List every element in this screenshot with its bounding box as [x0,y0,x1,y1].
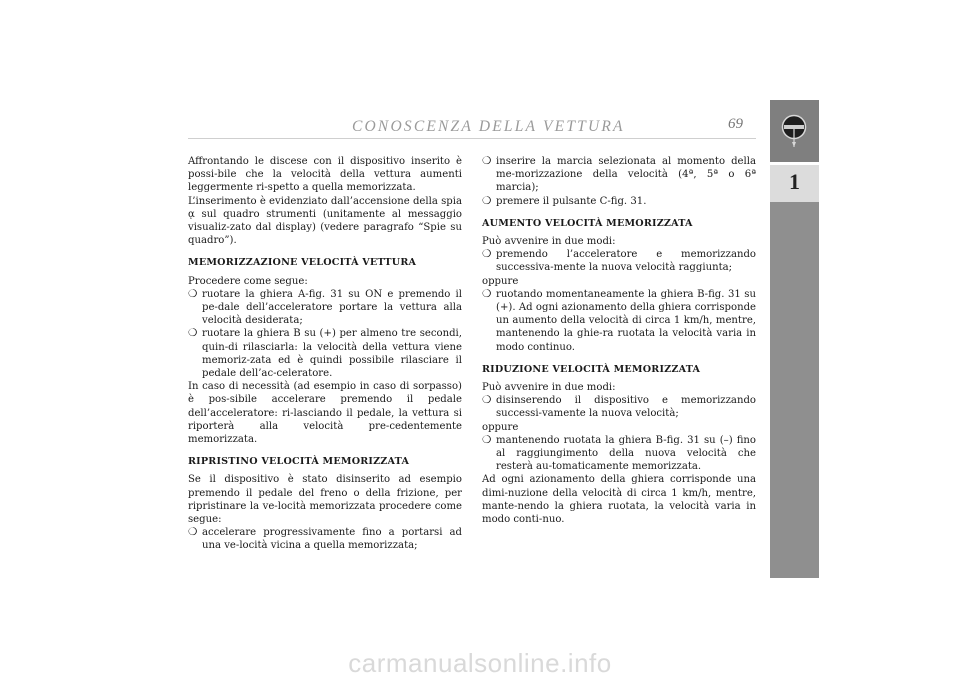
paragraph: oppure [482,421,519,433]
bullet-icon: ❍ [482,194,492,207]
chapter-side-tab [770,100,819,578]
bullet-icon: ❍ [188,526,198,539]
bullet-text: ruotando momentaneamente la ghiera B-fig. 31 su (+). Ad ogni azionamento della ghiera corrisponde un aumento della velocità di circa 1 km/h, mentre, mantenendo la ghie-ra ruotata la velocità varia in modo continuo. [496,288,756,353]
bullet-text: ruotare la ghiera A-fig. 31 su ON e premendo il pe-dale dell’acceleratore portare la vettura alla velocità desiderata; [202,288,462,327]
section-heading: AUMENTO VELOCITÀ MEMORIZZATA [482,217,693,229]
left-column [188,155,462,553]
bullet-text: mantenendo ruotata la ghiera B-fig. 31 su (–) fino al raggiungimento della nuova velocità che resterà au-tomaticamente memorizzata. [496,434,756,473]
bullet-item [482,288,756,354]
right-column [482,155,756,526]
paragraph: Se il dispositivo è stato disinserito ad esempio premendo il pedale del freno o della frizione, per ripristinare la ve-locità memorizzata procedere come segue: [188,474,462,526]
bullet-text: inserire la marcia selezionata al momento della me-morizzazione della velocità (4ª, 5ª o 6ª marcia); [496,156,756,194]
paragraph-text: sul quadro strumenti (unitamente al messaggio visualiz-zato dal display) (vedere paragrafo “Spie su quadro”). [188,208,462,247]
bullet-item [482,394,756,420]
section-heading: MEMORIZZAZIONE VELOCITÀ VETTURA [188,257,417,269]
bullet-item [188,526,462,552]
paragraph: Procedere come segue: [188,275,308,287]
chapter-number: 1 [789,169,800,194]
paragraph: In caso di necessità (ad esempio in caso di sorpasso) è pos-sibile accelerare premendo il pedale dell’acceleratore: ri-lasciando il pedale, la vettura si riporterà alla velocità pre-cedentemente memorizzata. [188,381,462,446]
paragraph-text: L’inserimento è evidenziato dall’accensione della spia [188,195,462,207]
paragraph: Può avvenire in due modi: [482,382,616,394]
bullet-icon: ❍ [188,287,198,300]
bullet-item [188,288,462,328]
paragraph: Affrontando le discese con il dispositivo inserito è possi-bile che la velocità della vettura aumenti leggermente ri-spetto a quella memorizzata. [188,156,462,194]
logo-box [770,100,819,162]
bullet-icon: ❍ [482,248,492,261]
bullet-item [482,155,756,195]
bullet-text: premere il pulsante C-fig. 31. [496,195,647,207]
header-rule [188,138,756,139]
section-title: CONOSCENZA DELLA VETTURA [352,118,625,135]
paragraph: Può avvenire in due modi: [482,236,616,248]
bullet-item [188,327,462,380]
bullet-text: ruotare la ghiera B su (+) per almeno tre secondi, quin-di rilasciarla: la velocità della vettura viene memoriz-zata ed è quindi possibile rilasciare il pedale dell’ac-celeratore. [202,328,462,380]
bullet-text: premendo l’acceleratore e memorizzando successiva-mente la nuova velocità raggiunta; [496,249,756,274]
watermark: carmanualsonline.info [348,648,612,678]
bullet-icon: ❍ [482,433,492,446]
bullet-icon: ❍ [482,155,492,167]
section-heading: RIDUZIONE VELOCITÀ MEMORIZZATA [482,363,701,375]
bullet-icon: ❍ [482,394,492,407]
bullet-item [482,195,756,208]
warning-light-icon: ᾳ [188,208,195,220]
bullet-text: disinserendo il dispositivo e memorizzando successi-vamente la nuova velocità; [496,395,756,420]
bullet-icon: ❍ [188,327,198,340]
section-heading: RIPRISTINO VELOCITÀ MEMORIZZATA [188,456,410,468]
lancia-logo-icon [780,114,808,148]
bullet-text: accelerare progressivamente fino a portarsi ad una ve-locità vicina a quella memorizzata; [202,527,462,552]
paragraph: Ad ogni azionamento della ghiera corrisponde una dimi-nuzione della velocità di circa 1 km/h, mentre, mante-nendo la ghiera ruotata, la velocità varia in modo conti-nuo. [482,474,756,526]
page-number: 69 [728,116,743,132]
paragraph [188,195,462,248]
bullet-item [482,248,756,274]
bullet-item [482,434,756,474]
bullet-icon: ❍ [482,287,492,300]
paragraph: oppure [482,275,519,287]
